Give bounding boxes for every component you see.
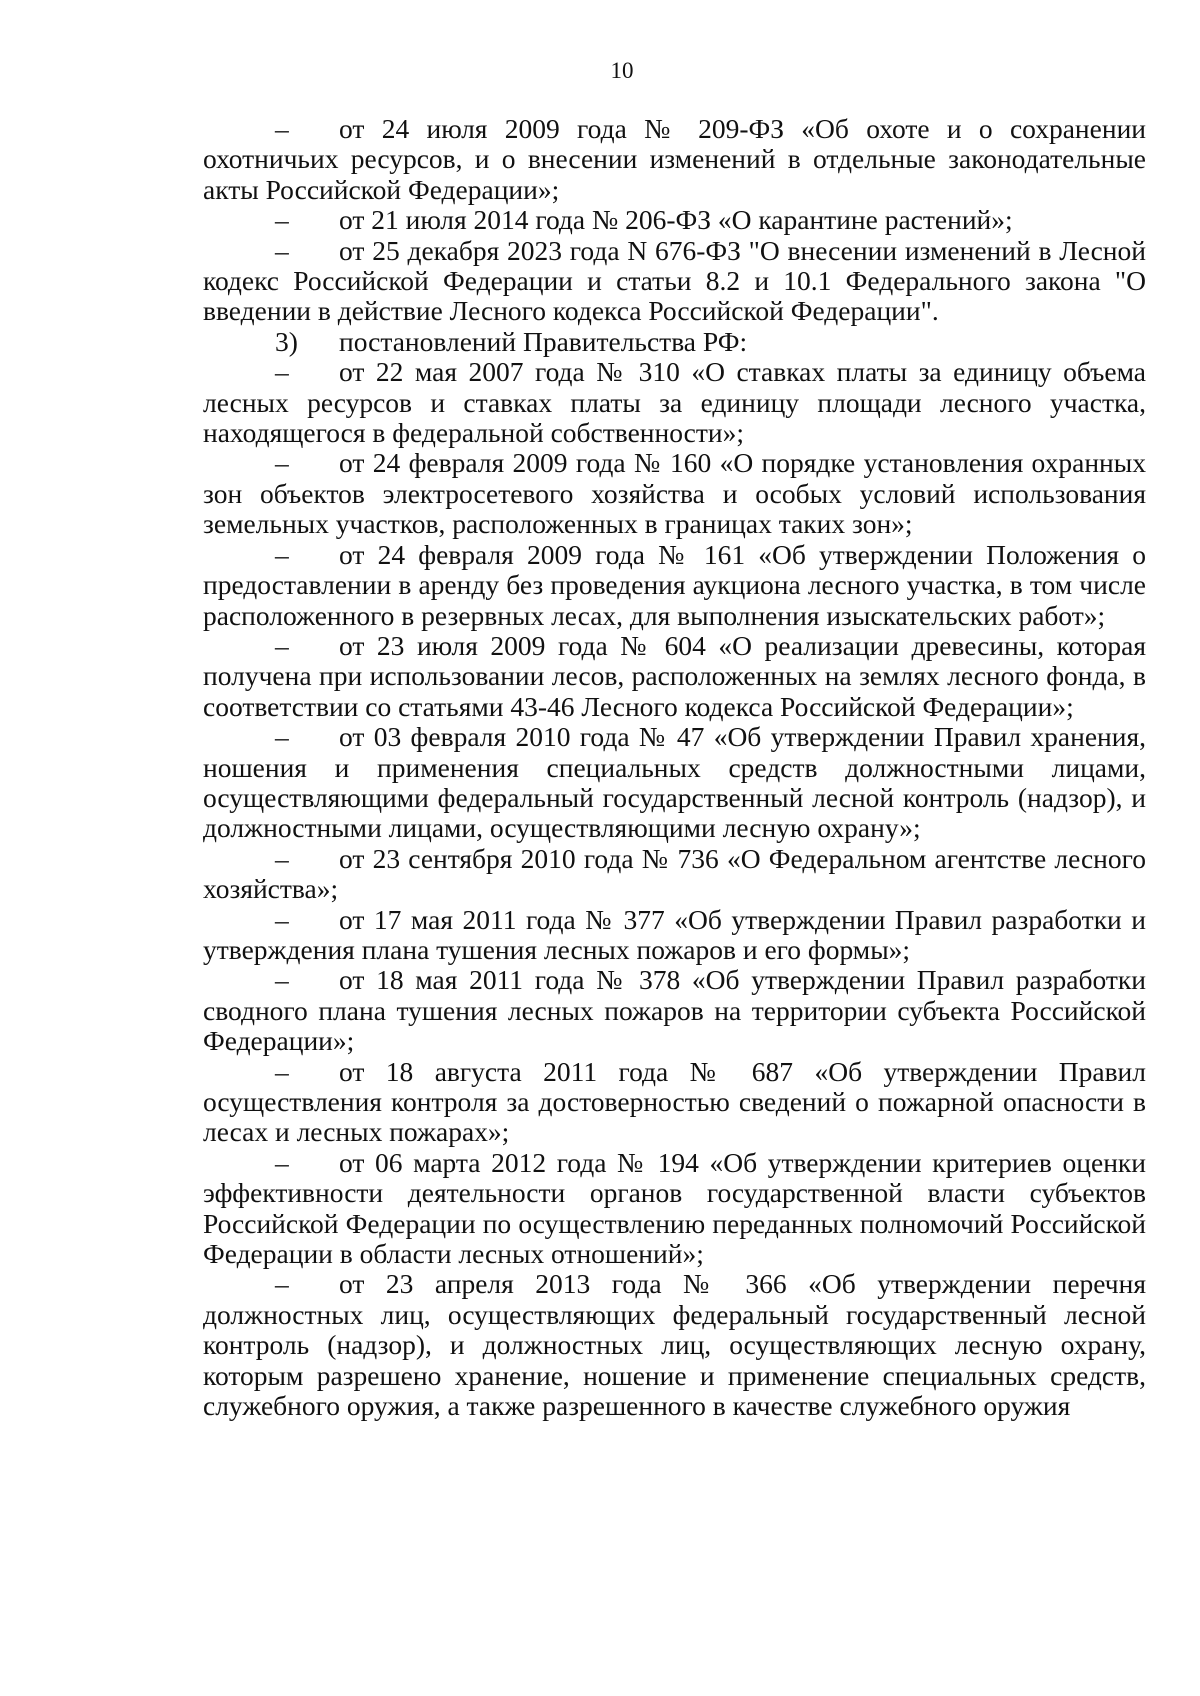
section-heading: [203, 327, 1146, 357]
list-item: [203, 905, 1146, 966]
list-item: [203, 205, 1146, 235]
list-item-text: от 24 февраля 2009 года № 160 «О порядке установления охранных зон объектов электросетевого хозяйства и особых условий использования земельных участков, расположенных в границах таких зон»;: [203, 447, 1146, 540]
list-marker: –: [275, 721, 289, 753]
section-number: 3): [275, 325, 298, 357]
list-item-text: от 24 июля 2009 года № 209-ФЗ «Об охоте и о сохранении охотничьих ресурсов, и о внесении изменений в отдельные законодательные акты Российской Федерации»;: [203, 113, 1146, 205]
section-heading-text: постановлений Правительства РФ:: [339, 325, 748, 357]
list-item-text: от 23 июля 2009 года № 604 «О реализации древесины, которая получена при использовании лесов, расположенных на землях лесного фонда, в соответствии со статьями 43-46 Лесного кодекса Российской Федерации»;: [203, 629, 1146, 722]
list-marker: –: [275, 629, 289, 661]
list-item-text: от 18 августа 2011 года № 687 «Об утверждении Правил осуществления контроля за достоверностью сведений о пожарной опасности в лесах и лесных пожарах»;: [203, 1055, 1146, 1148]
list-item: [203, 631, 1146, 722]
list-item-text: от 23 апреля 2013 года № 366 «Об утверждении перечня должностных лиц, осуществляющих федеральный государственный лесной контроль (надзор), и должностных лиц, осуществляющих лесную охрану, которым разрешено хранение, ношение и применение специальных средств, служебного оружия, а также разрешенного в качестве служебного оружия: [203, 1268, 1146, 1422]
list-item: [203, 722, 1146, 844]
list-marker: –: [275, 356, 289, 388]
list-marker: –: [275, 842, 289, 874]
list-item-text: от 23 сентября 2010 года № 736 «О Федеральном агентстве лесного хозяйства»;: [203, 842, 1146, 905]
list-item-text: от 25 декабря 2023 года N 676-ФЗ "О внесении изменений в Лесной кодекс Российской Федерации и статьи 8.2 и 10.1 Федерального закона "О введении в действие Лесного кодекса Российской Федерации".: [203, 234, 1146, 327]
list-item: [203, 540, 1146, 631]
list-item: [203, 1148, 1146, 1270]
document-body: [203, 114, 1146, 1421]
list-item: [203, 965, 1146, 1056]
list-marker: –: [275, 447, 289, 479]
page-number: 10: [610, 58, 634, 83]
list-marker: –: [275, 903, 289, 935]
list-marker: –: [275, 1268, 289, 1300]
list-marker: –: [275, 538, 289, 570]
list-item: [203, 1057, 1146, 1148]
list-marker: –: [275, 964, 289, 996]
list-marker: –: [275, 113, 289, 144]
list-item-text: от 21 июля 2014 года № 206-ФЗ «О карантине растений»;: [339, 204, 1013, 236]
list-marker: –: [275, 204, 289, 236]
list-item: [203, 114, 1146, 205]
list-marker: –: [275, 1055, 289, 1087]
list-item: [203, 844, 1146, 905]
list-item: [203, 448, 1146, 539]
list-item: [203, 1269, 1146, 1421]
list-marker: –: [275, 234, 289, 266]
list-item-text: от 24 февраля 2009 года № 161 «Об утверждении Положения о предоставлении в аренду без проведения аукциона лесного участка, в том числе расположенного в резервных лесах, для выполнения изыскательских работ»;: [203, 538, 1146, 631]
list-marker: –: [275, 1146, 289, 1178]
list-item-text: от 18 мая 2011 года № 378 «Об утверждении Правил разработки сводного плана тушения лесных пожаров на территории субъекта Российской Федерации»;: [203, 964, 1146, 1057]
list-item-text: от 17 мая 2011 года № 377 «Об утверждении Правил разработки и утверждения плана тушения лесных пожаров и его формы»;: [203, 903, 1146, 965]
list-item-text: от 06 марта 2012 года № 194 «Об утверждении критериев оценки эффективности деятельности органов государственной власти субъектов Российской Федерации по осуществлению переданных полномочий Российской Федерации в области лесных отношений»;: [203, 1146, 1146, 1270]
list-item: [203, 357, 1146, 448]
list-item-text: от 03 февраля 2010 года № 47 «Об утверждении Правил хранения, ношения и применения специальных средств должностными лицами, осуществляющими федеральный государственный лесной контроль (надзор), и должностными лицами, осуществляющими лесную охрану»;: [203, 721, 1146, 844]
list-item: [203, 236, 1146, 327]
list-item-text: от 22 мая 2007 года № 310 «О ставках платы за единицу объема лесных ресурсов и ставках платы за единицу площади лесного участка, находящегося в федеральной собственности»;: [203, 356, 1146, 449]
